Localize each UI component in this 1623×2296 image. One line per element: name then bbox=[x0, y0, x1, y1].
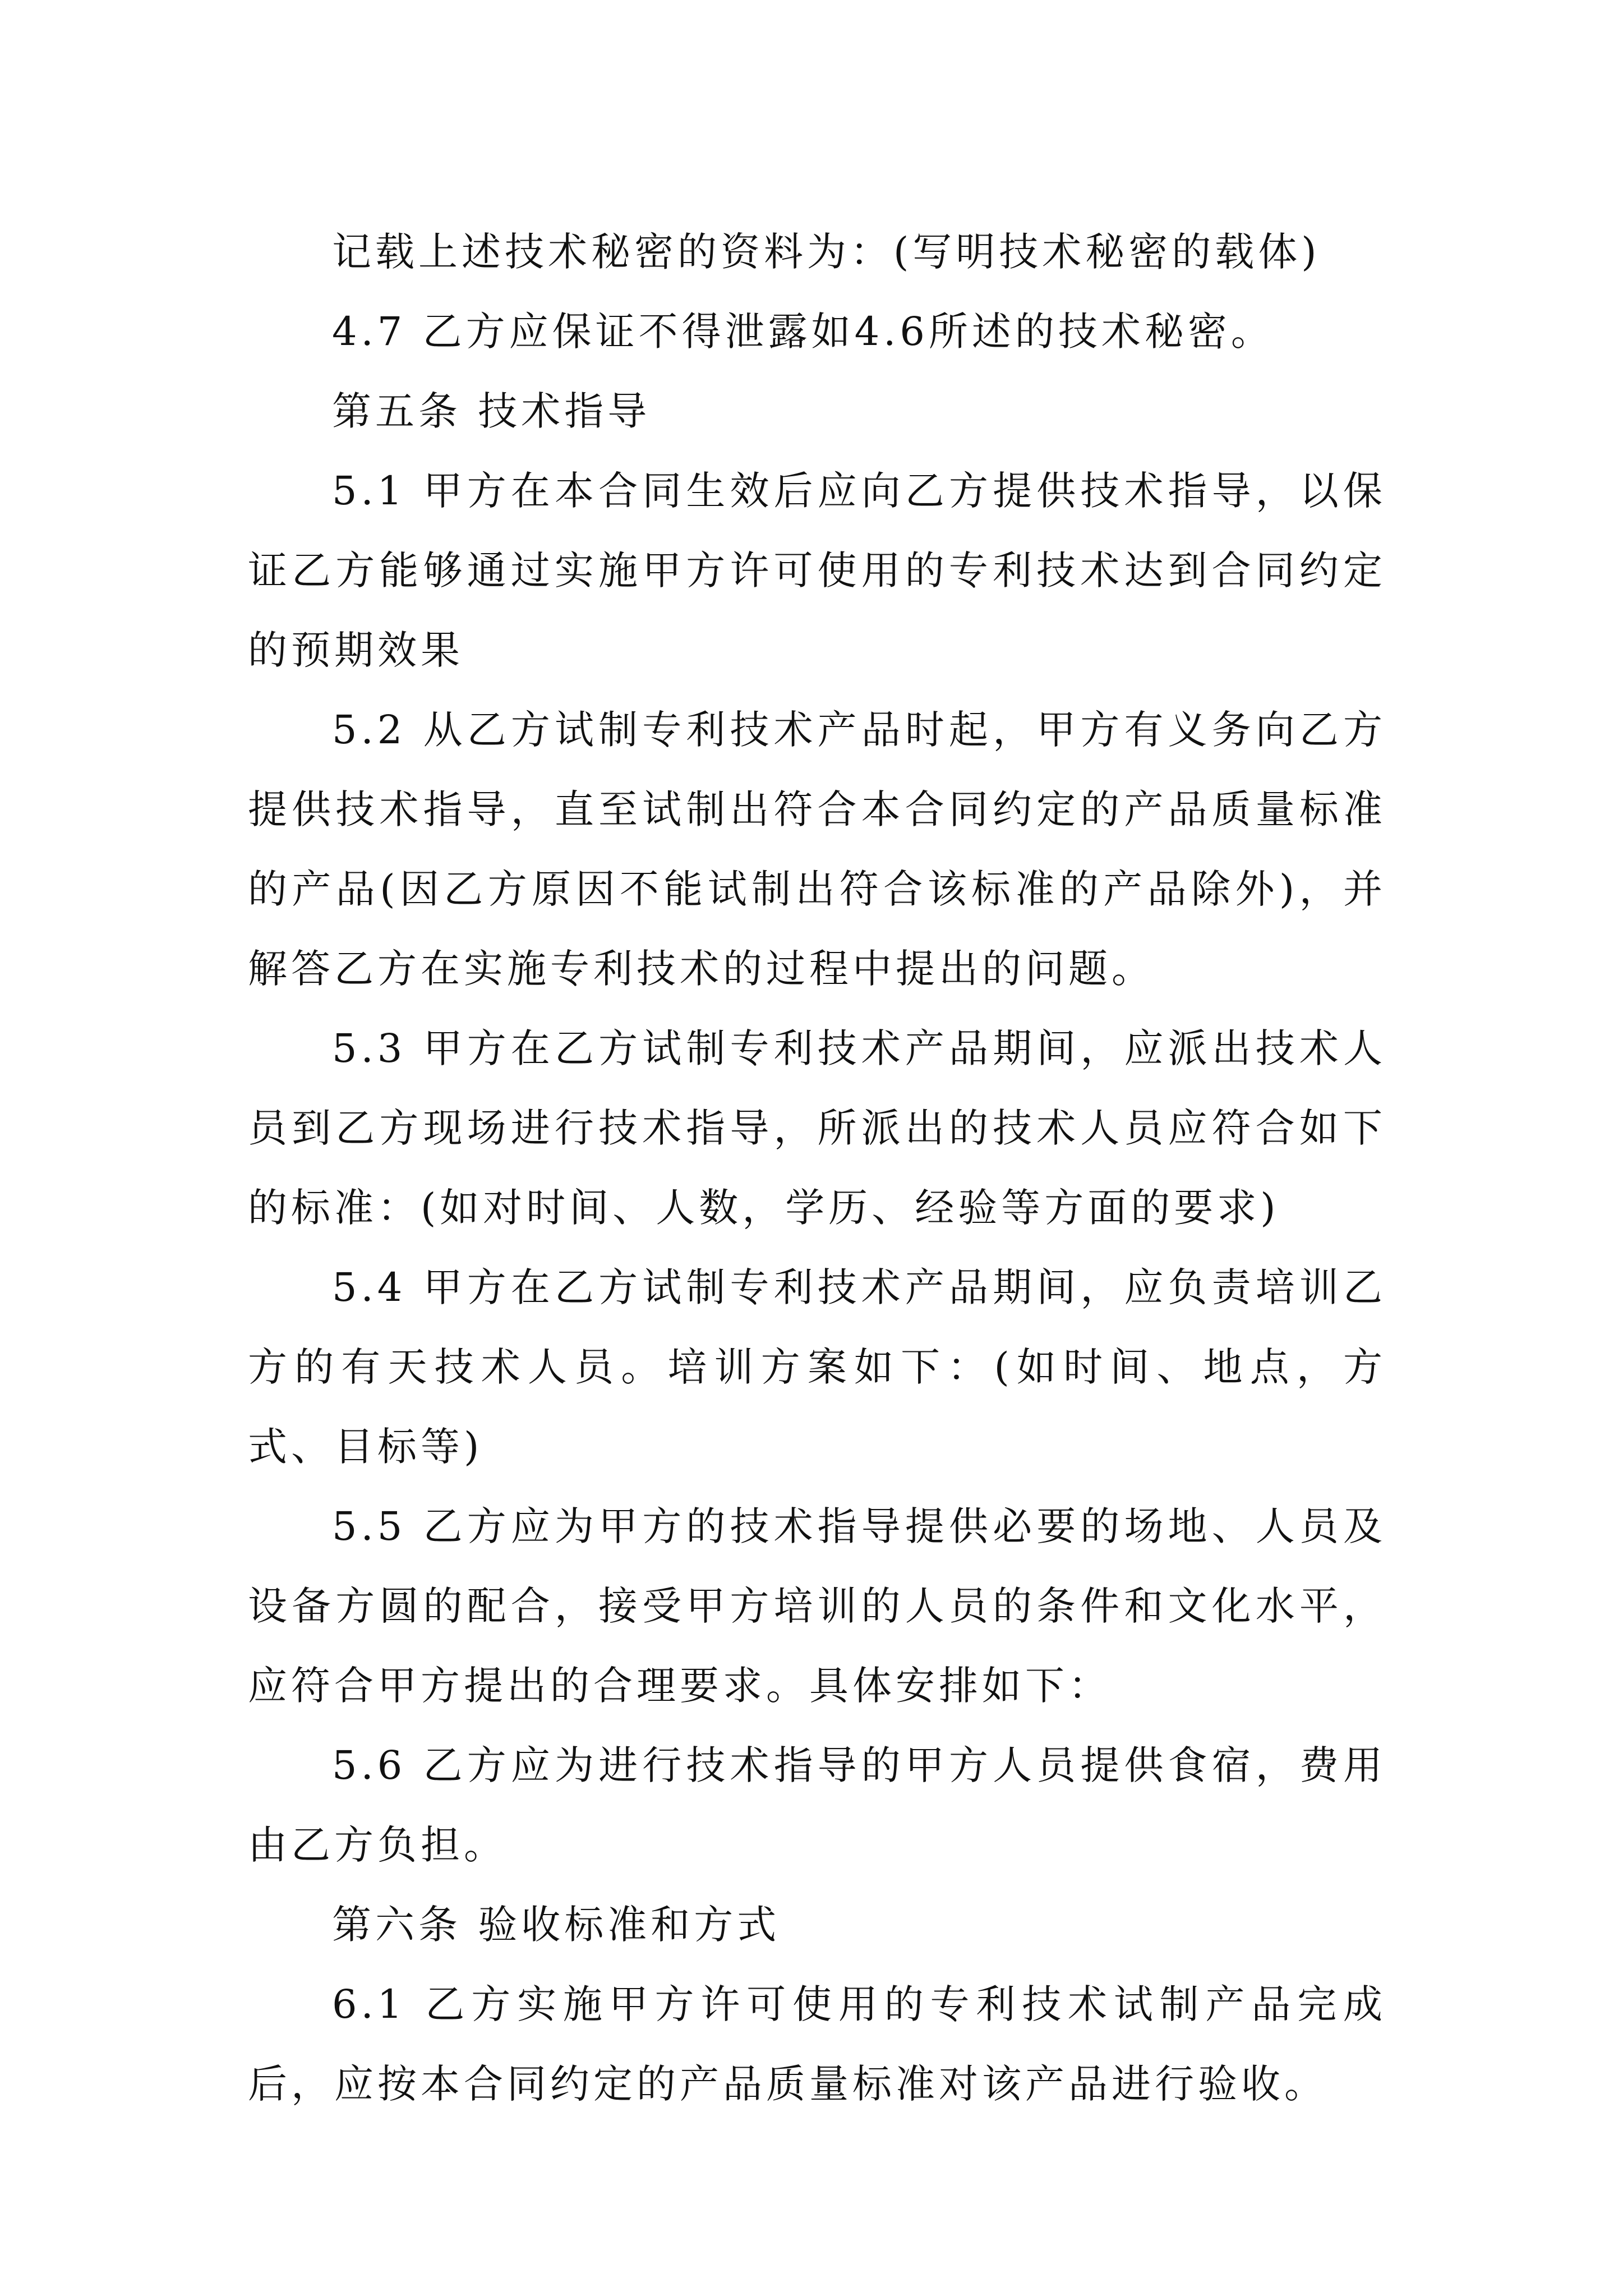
clause-6-1: 6.1 乙方实施甲方许可使用的专利技术试制产品完成后，应按本合同约定的产品质量标准对该产品进行验收。 bbox=[248, 1981, 1386, 2107]
contract-body bbox=[248, 212, 1386, 2124]
paragraph-tech-secret-materials: 记载上述技术秘密的资料为：(写明技术秘密的载体) bbox=[332, 229, 1321, 275]
clause-5-2: 5.2 从乙方试制专利技术产品时起，甲方有义务向乙方提供技术指导，直至试制出符合本合同约定的产品质量标准的产品(因乙方原因不能试制出符合该标准的产品除外)，并解答乙方在实施专利技术的过程中提出的问题。 bbox=[248, 707, 1386, 992]
clause-5-5: 5.5 乙方应为甲方的技术指导提供必要的场地、人员及设备方圆的配合，接受甲方培训的人员的条件和文化水平，应符合甲方提出的合理要求。具体安排如下： bbox=[248, 1503, 1386, 1709]
article-5-heading: 第五条 技术指导 bbox=[332, 388, 651, 434]
clause-5-6: 5.6 乙方应为进行技术指导的甲方人员提供食宿，费用由乙方负担。 bbox=[248, 1742, 1386, 1868]
clause-5-3: 5.3 甲方在乙方试制专利技术产品期间，应派出技术人员到乙方现场进行技术指导，所派出的技术人员应符合如下的标准：(如对时间、人数，学历、经验等方面的要求) bbox=[248, 1025, 1386, 1231]
clause-5-4: 5.4 甲方在乙方试制专利技术产品期间，应负责培训乙方的有天技术人员。培训方案如下：(如时间、地点，方式、目标等) bbox=[248, 1264, 1386, 1470]
article-6-heading: 第六条 验收标准和方式 bbox=[332, 1902, 781, 1948]
clause-5-1: 5.1 甲方在本合同生效后应向乙方提供技术指导，以保证乙方能够通过实施甲方许可使用的专利技术达到合同约定的预期效果 bbox=[248, 468, 1386, 673]
clause-4-7: 4.7 乙方应保证不得泄露如4.6所述的技术秘密。 bbox=[332, 309, 1274, 355]
